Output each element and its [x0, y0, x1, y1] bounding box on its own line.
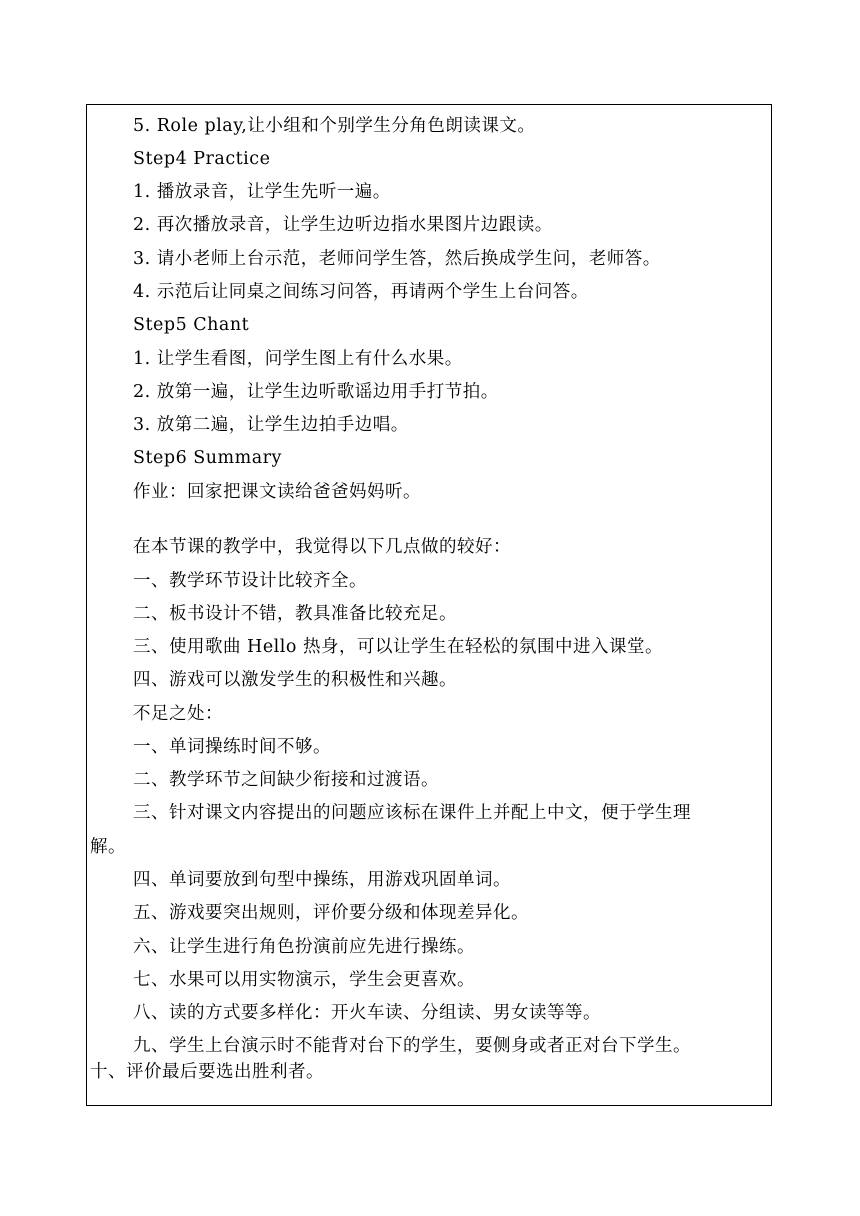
text-line: 不足之处： [133, 704, 223, 724]
text-line: 1. 播放录音，让学生先听一遍。 [133, 182, 391, 202]
text-line: 解。 [90, 837, 126, 857]
text-line: 十、评价最后要选出胜利者。 [90, 1062, 324, 1082]
text-line: 3. 放第二遍，让学生边拍手边唱。 [133, 415, 409, 435]
text-line: 三、针对课文内容提出的问题应该标在课件上并配上中文，便于学生理 [133, 803, 691, 823]
text-line: 二、板书设计不错，教具准备比较充足。 [133, 604, 457, 624]
text-line: 一、单词操练时间不够。 [133, 737, 331, 757]
step-heading: Step5 Chant [133, 315, 250, 335]
text-line: 3. 请小老师上台示范，老师问学生答，然后换成学生问，老师答。 [133, 249, 661, 269]
text-line: 4. 示范后让同桌之间练习问答，再请两个学生上台问答。 [133, 282, 589, 302]
text-line: 在本节课的教学中，我觉得以下几点做的较好： [133, 537, 511, 557]
text-line: 四、游戏可以激发学生的积极性和兴趣。 [133, 670, 457, 690]
text-line: 2. 再次播放录音，让学生边听边指水果图片边跟读。 [133, 215, 553, 235]
text-line: 作业：回家把课文读给爸爸妈妈听。 [133, 482, 421, 502]
text-line: 五、游戏要突出规则，评价要分级和体现差异化。 [133, 903, 529, 923]
text-line: 八、读的方式要多样化：开火车读、分组读、男女读等等。 [133, 1003, 601, 1023]
text-line: 二、教学环节之间缺少衔接和过渡语。 [133, 770, 439, 790]
document-box [86, 104, 772, 1106]
text-line: 2. 放第一遍，让学生边听歌谣边用手打节拍。 [133, 382, 499, 402]
text-line: 1. 让学生看图，问学生图上有什么水果。 [133, 349, 463, 369]
step-heading: Step4 Practice [133, 149, 271, 169]
text-line: 5. Role play,让小组和个别学生分角色朗读课文。 [133, 116, 536, 136]
text-line: 三、使用歌曲 Hello 热身，可以让学生在轻松的氛围中进入课堂。 [133, 637, 663, 657]
text-line: 六、让学生进行角色扮演前应先进行操练。 [133, 937, 475, 957]
step-heading: Step6 Summary [133, 448, 282, 468]
text-line: 七、水果可以用实物演示，学生会更喜欢。 [133, 970, 475, 990]
text-line: 一、教学环节设计比较齐全。 [133, 571, 367, 591]
text-line: 四、单词要放到句型中操练，用游戏巩固单词。 [133, 870, 511, 890]
text-line: 九、学生上台演示时不能背对台下的学生，要侧身或者正对台下学生。 [133, 1036, 691, 1056]
